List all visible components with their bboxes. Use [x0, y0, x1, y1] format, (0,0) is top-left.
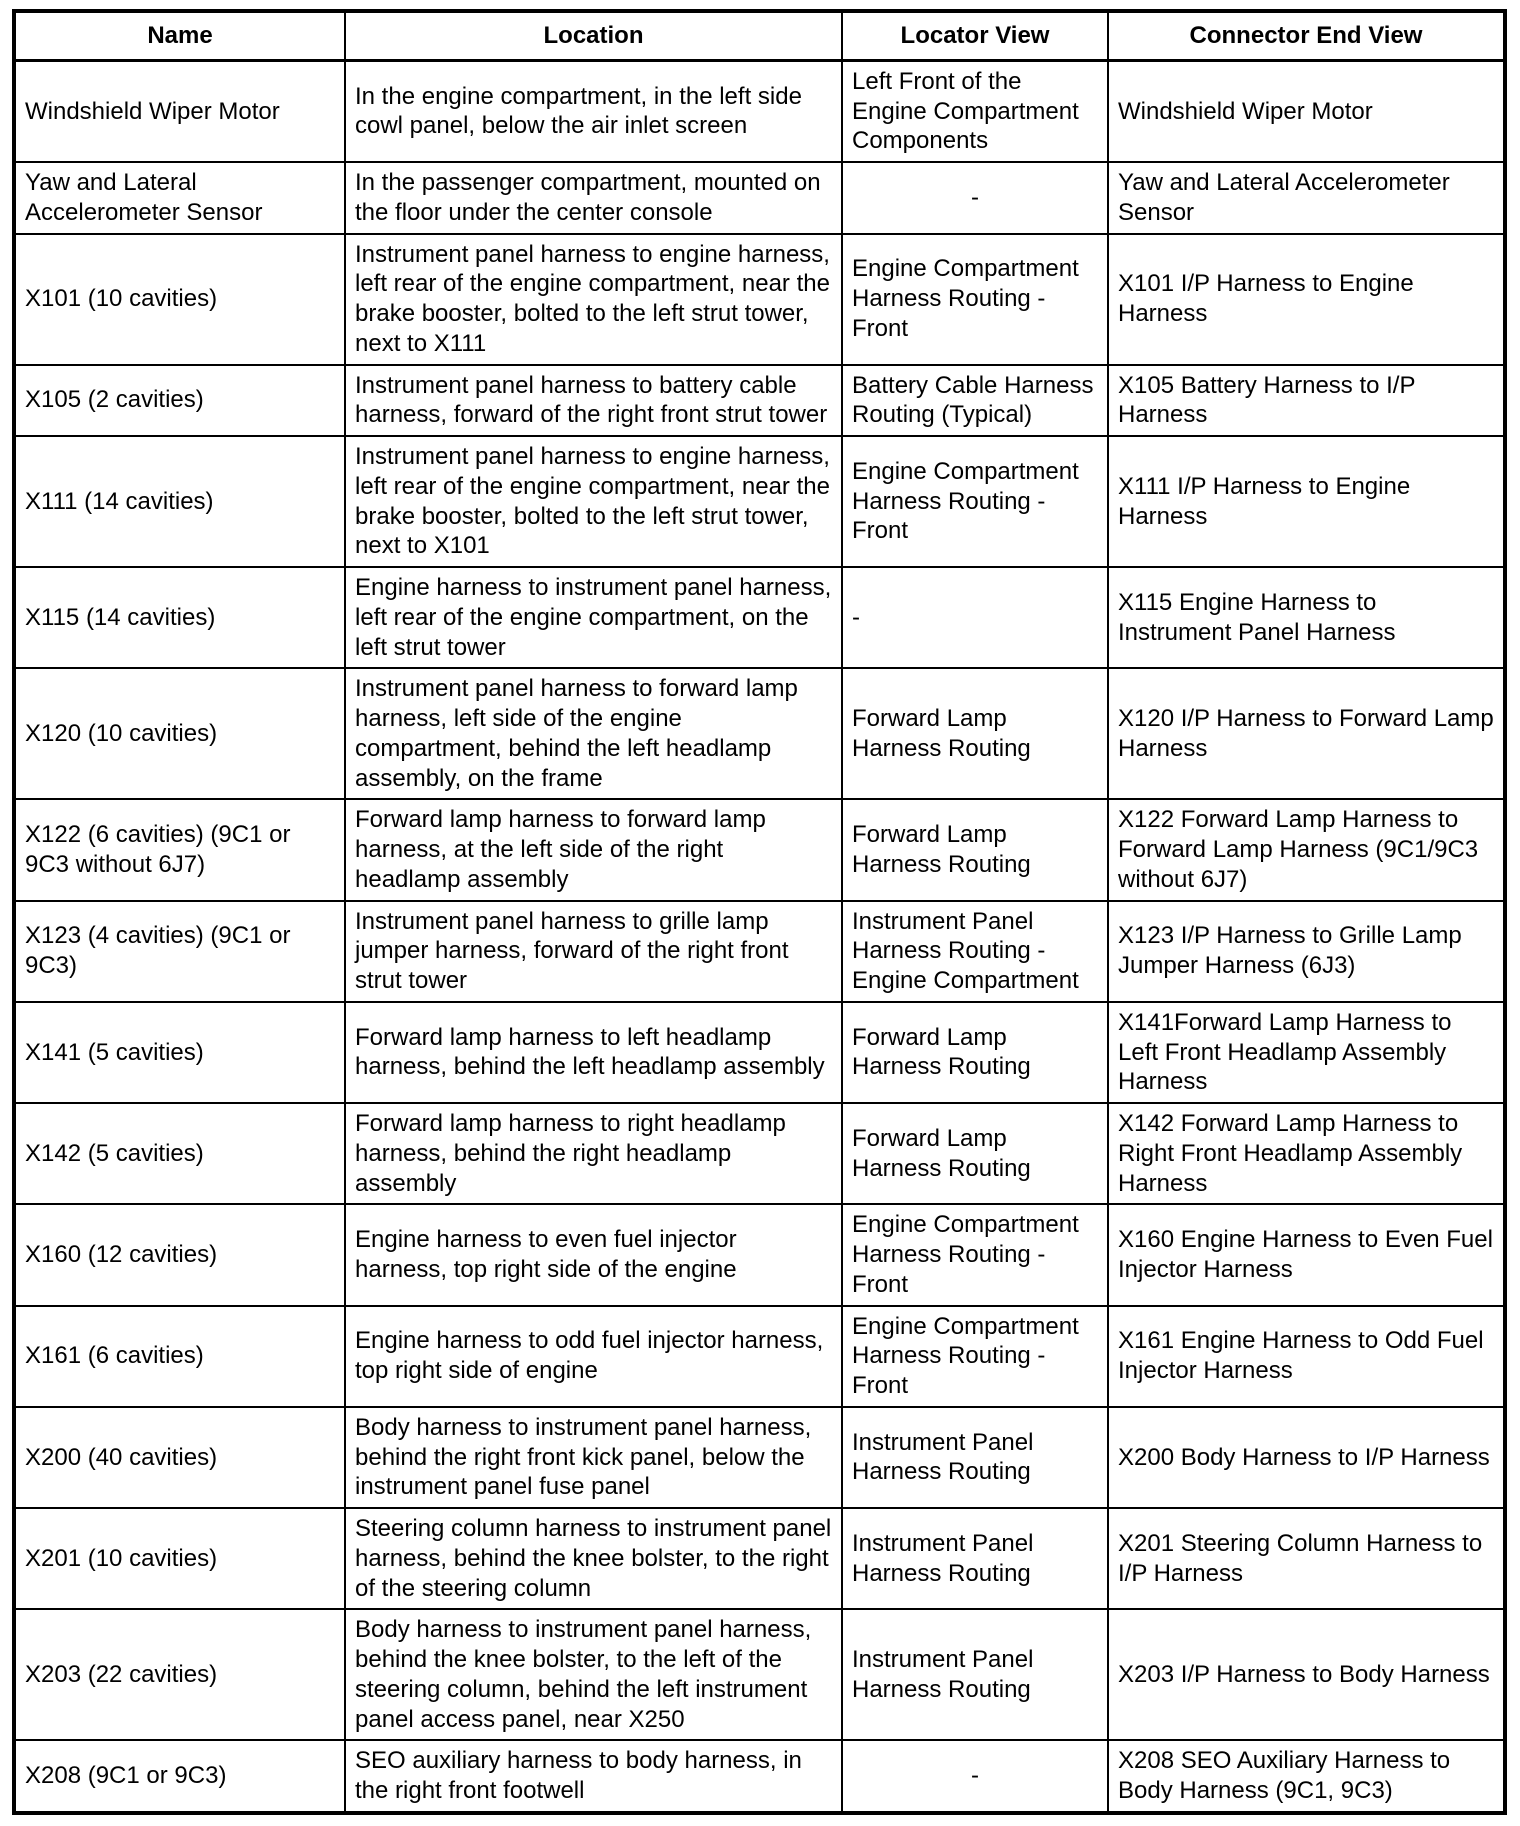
name-cell-text: X142 (5 cavities) [25, 1139, 204, 1167]
location-cell [346, 1307, 841, 1406]
connector-end-view-cell-text: X142 Forward Lamp Harness to Right Front Headlamp Assembly Harness [1118, 1110, 1463, 1197]
locator-view-cell-text: Instrument Panel Harness Routing [852, 1646, 1034, 1703]
name-cell [16, 1610, 344, 1739]
location-cell [346, 1205, 841, 1304]
location-cell-text: Forward lamp harness to forward lamp harness, at the left side of the right headlamp assembly [355, 806, 766, 893]
connector-end-view-cell-text: X122 Forward Lamp Harness to Forward Lamp Harness (9C1/9C3 without 6J7) [1118, 806, 1479, 893]
name-cell-text: Windshield Wiper Motor [25, 97, 280, 125]
locator-view-cell-text: Forward Lamp Harness Routing [852, 821, 1031, 878]
location-cell [346, 800, 841, 899]
locator-view-cell-text: Instrument Panel Harness Routing - Engine Compartment [852, 907, 1079, 994]
locator-view-cell [843, 800, 1107, 899]
name-cell [16, 1205, 344, 1304]
name-cell [16, 800, 344, 899]
locator-view-cell [843, 366, 1107, 436]
locator-view-cell [843, 235, 1107, 364]
connector-end-view-cell-text: X101 I/P Harness to Engine Harness [1118, 270, 1414, 327]
locator-view-cell [843, 1205, 1107, 1304]
locator-view-cell [843, 163, 1107, 233]
location-cell-text: Instrument panel harness to grille lamp jumper harness, forward of the right front strut tower [355, 907, 789, 994]
column-header-name [16, 13, 344, 60]
locator-view-cell-text: Instrument Panel Harness Routing [852, 1529, 1034, 1587]
locator-view-cell [843, 669, 1107, 798]
name-cell-text: X200 (40 cavities) [25, 1443, 218, 1471]
name-cell [16, 62, 344, 161]
connector-end-view-cell [1109, 1205, 1503, 1304]
location-cell [346, 1408, 841, 1507]
location-cell [346, 437, 841, 566]
connector-end-view-cell [1109, 1003, 1503, 1102]
name-cell [16, 163, 344, 233]
location-cell [346, 366, 841, 436]
connector-end-view-cell [1109, 163, 1503, 233]
connector-end-view-cell-text: X203 I/P Harness to Body Harness [1118, 1660, 1490, 1688]
location-cell [346, 1610, 841, 1739]
name-cell [16, 1307, 344, 1406]
location-cell [346, 1003, 841, 1102]
connector-end-view-cell-text: Yaw and Lateral Accelerometer Sensor [1118, 169, 1450, 226]
connector-end-view-cell-text: X115 Engine Harness to Instrument Panel Harness [1118, 588, 1396, 646]
name-cell-text: Yaw and Lateral Accelerometer Sensor [25, 169, 263, 226]
name-cell [16, 437, 344, 566]
locator-view-cell [843, 1610, 1107, 1739]
location-cell-text: Forward lamp harness to right headlamp harness, behind the right headlamp assembly [355, 1110, 786, 1197]
connector-end-view-cell-text: X141Forward Lamp Harness to Left Front Headlamp Assembly Harness [1118, 1008, 1452, 1096]
locator-view-cell [843, 62, 1107, 161]
connector-end-view-cell [1109, 568, 1503, 667]
name-cell [16, 1509, 344, 1608]
location-cell-text: Instrument panel harness to forward lamp harness, left side of the engine compartment, behind the left headlamp assembly, on the frame [355, 675, 798, 792]
name-cell-text: X208 (9C1 or 9C3) [25, 1762, 227, 1790]
name-cell-text: X160 (12 cavities) [25, 1241, 218, 1268]
locator-view-cell-text: Left Front of the Engine Compartment Components [852, 67, 1079, 155]
location-cell [346, 62, 841, 161]
name-cell [16, 1003, 344, 1102]
name-cell [16, 1741, 344, 1811]
locator-view-cell-text: - [971, 1762, 979, 1790]
locator-view-cell [843, 1307, 1107, 1406]
location-cell [346, 568, 841, 667]
name-cell-text: X141 (5 cavities) [25, 1038, 204, 1066]
name-cell-text: X161 (6 cavities) [25, 1342, 204, 1370]
location-cell [346, 235, 841, 364]
locator-view-cell-text: Forward Lamp Harness Routing [852, 705, 1031, 762]
name-cell-text: X201 (10 cavities) [25, 1544, 218, 1572]
location-cell-text: Instrument panel harness to battery cable harness, forward of the right front strut tower [355, 371, 828, 429]
locator-view-cell-text: Engine Compartment Harness Routing - Front [852, 255, 1079, 342]
connector-end-view-cell [1109, 62, 1503, 161]
name-cell-text: X122 (6 cavities) (9C1 or 9C3 without 6J7) [25, 821, 291, 878]
location-cell-text: Instrument panel harness to engine harness, left rear of the engine compartment, near the brake booster, bolted to the left strut tower, next to X101 [355, 443, 830, 560]
connector-end-view-cell-text: X123 I/P Harness to Grille Lamp Jumper Harness (6J3) [1118, 922, 1462, 980]
name-cell-text: X123 (4 cavities) (9C1 or 9C3) [25, 922, 291, 980]
locator-view-cell-text: Battery Cable Harness Routing (Typical) [852, 371, 1094, 429]
location-cell-text: Engine harness to even fuel injector harness, top right side of the engine [355, 1226, 737, 1283]
connector-end-view-cell-text: X208 SEO Auxiliary Harness to Body Harness (9C1, 9C3) [1118, 1747, 1451, 1804]
locator-view-cell-text: - [971, 183, 979, 211]
location-cell-text: In the passenger compartment, mounted on the floor under the center console [355, 169, 821, 226]
connector-end-view-cell [1109, 235, 1503, 364]
name-cell-text: X101 (10 cavities) [25, 285, 218, 313]
connector-end-view-cell-text: X160 Engine Harness to Even Fuel Injector Harness [1118, 1226, 1493, 1283]
locator-view-cell [843, 568, 1107, 667]
connector-end-view-cell [1109, 1104, 1503, 1203]
location-cell-text: In the engine compartment, in the left side cowl panel, below the air inlet screen [355, 82, 802, 140]
connector-end-view-cell [1109, 800, 1503, 899]
location-cell-text: SEO auxiliary harness to body harness, in the right front footwell [355, 1747, 802, 1804]
connector-end-view-cell-text: X105 Battery Harness to I/P Harness [1118, 371, 1416, 429]
name-cell [16, 235, 344, 364]
connector-end-view-cell-text: X201 Steering Column Harness to I/P Harness [1118, 1529, 1483, 1587]
location-cell [346, 1509, 841, 1608]
connector-end-view-cell [1109, 1610, 1503, 1739]
locator-view-cell [843, 1509, 1107, 1608]
location-cell-text: Engine harness to odd fuel injector harness, top right side of engine [355, 1327, 824, 1385]
locator-view-cell [843, 437, 1107, 566]
location-cell [346, 669, 841, 798]
locator-view-cell-text: Forward Lamp Harness Routing [852, 1023, 1031, 1081]
connector-end-view-cell [1109, 1307, 1503, 1406]
name-cell-text: X120 (10 cavities) [25, 719, 218, 747]
name-cell [16, 669, 344, 798]
locator-view-cell-text: Engine Compartment Harness Routing - Front [852, 457, 1079, 545]
location-cell-text: Body harness to instrument panel harness, behind the knee bolster, to the left of the steering column, behind the left instrument panel access panel, near X250 [355, 1616, 812, 1733]
column-header-name-text: Name [147, 22, 213, 49]
column-header-locator-view [843, 13, 1107, 60]
connector-end-view-cell-text: X120 I/P Harness to Forward Lamp Harness [1118, 705, 1494, 762]
column-header-connector-end-view-text: Connector End View [1189, 22, 1423, 49]
locator-view-cell [843, 902, 1107, 1001]
locator-view-cell [843, 1741, 1107, 1811]
connector-end-view-cell [1109, 437, 1503, 566]
locator-view-cell-text: Instrument Panel Harness Routing [852, 1428, 1034, 1486]
connector-location-table [12, 9, 1507, 1815]
location-cell-text: Steering column harness to instrument panel harness, behind the knee bolster, to the right of the steering column [355, 1515, 832, 1602]
location-cell [346, 902, 841, 1001]
name-cell [16, 1104, 344, 1203]
name-cell-text: X203 (22 cavities) [25, 1660, 218, 1688]
column-header-connector-end-view [1109, 13, 1503, 60]
locator-view-cell-text: - [852, 603, 860, 631]
name-cell [16, 366, 344, 436]
name-cell [16, 1408, 344, 1507]
name-cell [16, 902, 344, 1001]
locator-view-cell-text: Engine Compartment Harness Routing - Front [852, 1211, 1079, 1298]
location-cell [346, 1741, 841, 1811]
column-header-location-text: Location [543, 22, 644, 49]
location-cell [346, 1104, 841, 1203]
locator-view-cell-text: Forward Lamp Harness Routing [852, 1124, 1031, 1182]
connector-end-view-cell [1109, 1741, 1503, 1811]
location-cell [346, 163, 841, 233]
connector-end-view-cell [1109, 1509, 1503, 1608]
location-cell-text: Body harness to instrument panel harness, behind the right front kick panel, below the instrument panel fuse panel [355, 1413, 812, 1501]
column-header-location [346, 13, 841, 60]
name-cell [16, 568, 344, 667]
location-cell-text: Forward lamp harness to left headlamp harness, behind the left headlamp assembly [355, 1023, 825, 1081]
column-header-locator-view-text: Locator View [900, 22, 1050, 49]
connector-end-view-cell [1109, 366, 1503, 436]
name-cell-text: X115 (14 cavities) [25, 603, 216, 631]
locator-view-cell [843, 1408, 1107, 1507]
connector-end-view-cell-text: X200 Body Harness to I/P Harness [1118, 1443, 1490, 1471]
locator-view-cell [843, 1104, 1107, 1203]
locator-view-cell [843, 1003, 1107, 1102]
location-cell-text: Engine harness to instrument panel harness, left rear of the engine compartment, on the left strut tower [355, 574, 832, 661]
name-cell-text: X111 (14 cavities) [25, 487, 214, 515]
connector-end-view-cell [1109, 902, 1503, 1001]
connector-end-view-cell-text: X111 I/P Harness to Engine Harness [1118, 472, 1411, 530]
location-cell-text: Instrument panel harness to engine harness, left rear of the engine compartment, near the brake booster, bolted to the left strut tower, next to X111 [355, 240, 830, 357]
connector-end-view-cell-text: Windshield Wiper Motor [1118, 97, 1373, 125]
connector-end-view-cell [1109, 669, 1503, 798]
connector-end-view-cell [1109, 1408, 1503, 1507]
locator-view-cell-text: Engine Compartment Harness Routing - Front [852, 1312, 1079, 1399]
connector-end-view-cell-text: X161 Engine Harness to Odd Fuel Injector Harness [1118, 1327, 1484, 1385]
name-cell-text: X105 (2 cavities) [25, 386, 204, 414]
